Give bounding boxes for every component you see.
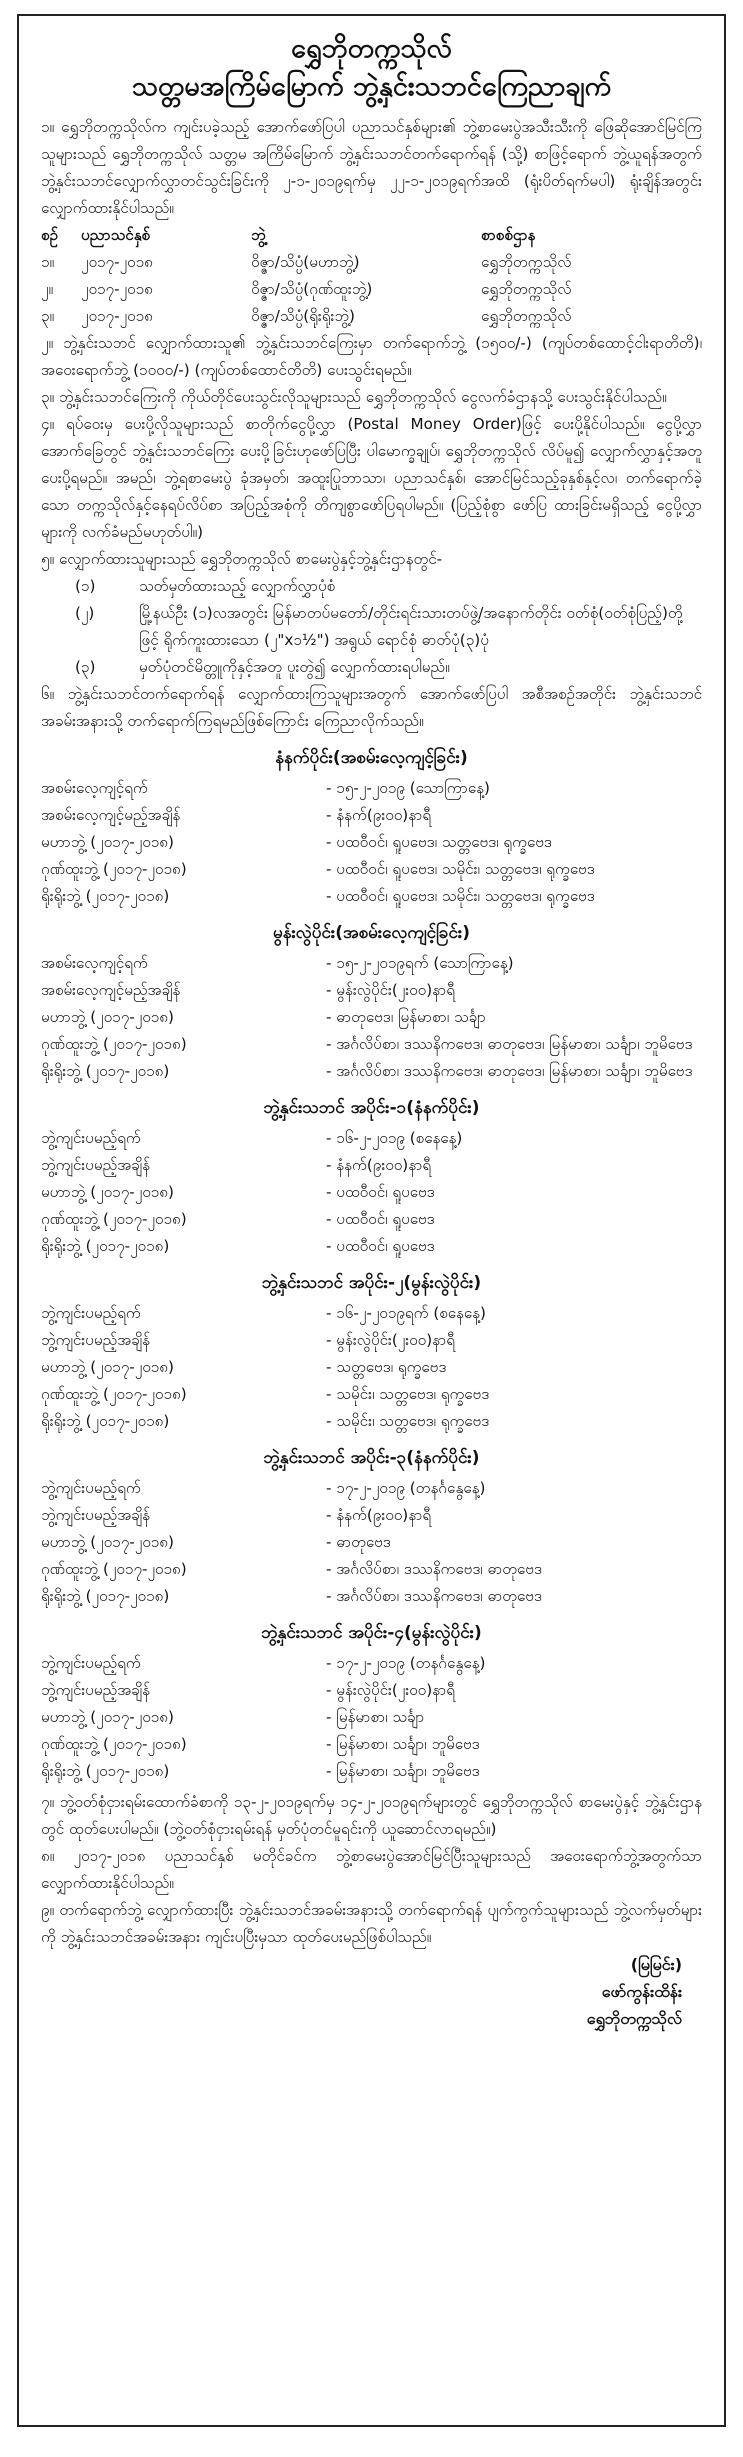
schedule-value: - ဓာတုဗေဒ၊ မြန်မာစာ၊ သင်္ချာ [326,1008,486,1026]
schedule-value: - သမိုင်း၊ သတ္တဗေဒ၊ ရုက္ခဗေဒ [326,1412,490,1430]
schedule-value: - ပထဝီဝင်၊ ရူပဗေဒ၊ သတ္တဗေဒ၊ ရုက္ခဗေဒ [326,833,552,851]
cell-year: ၂၀၁၇-၂၀၁၈ [81,280,153,298]
schedule-value: - နံနက်(၉း၀၀)နာရီ [326,1156,432,1174]
schedule-label: အစမ်းလေ့ကျင့်မည့်အချိန် [41,806,181,824]
schedule-row [41,950,702,977]
cell-no: ၂။ [41,280,54,298]
section-heading: ဘွဲ့နှင်းသဘင် အပိုင်း-၃(နံနက်ပိုင်း) [263,1448,480,1468]
schedule-value: - အင်္ဂလိပ်စာ၊ ဒဿနိကဗေဒ၊ ဓာတုဗေဒ [326,1560,542,1578]
schedule-label: ဘွဲ့ကျင်းပမည့်ရက် [41,1304,141,1322]
schedule-value: - ၁၆-၂-၂၀၁၉ (စနေနေ့) [326,1129,463,1147]
schedule-sections [41,741,702,1785]
schedule-paragraph: ၆။ ဘွဲ့နှင်းသဘင်တက်ရောက်ရန် လျှောက်ထားကြသူများအတွက် အောက်ဖော်ပြပါ အစီအစဉ်အတိုင်း ဘွဲ့နှင်းသဘင်အခမ်းအနားသို့ တက်ရောက်ကြရမည်ဖြစ်ကြောင်း ကြေညာလိုက်သည်။ [41,685,702,730]
signatory-name: (မြမြင်း) [630,1955,682,1974]
cell-degree: ဝိဇ္ဇာ/သိပ္ပံ(မဟာဘွဲ့) [251,253,360,271]
schedule-row [41,829,702,856]
schedule-label: ဘွဲ့ကျင်းပမည့်အချိန် [41,1681,150,1699]
schedule-row [41,1233,702,1260]
document-item [41,573,702,600]
section-heading: ဘွဲ့နှင်းသဘင် အပိုင်း-၁(နံနက်ပိုင်း) [263,1098,480,1118]
document-item-text: သတ်မှတ်ထားသည့် လျှောက်လွှာပုံစံ [139,577,336,595]
schedule-label: အစမ်းလေ့ကျင့်ရက် [41,779,148,797]
schedule-label: ဘွဲ့ကျင်းပမည့်ရက် [41,1479,141,1497]
university-title: ရွှေဘိုတက္ကသိုလ် [291,33,452,64]
schedule-row [41,1125,702,1152]
schedule-label: ဂုဏ်ထူးဘွဲ့ (၂၀၁၇-၂၀၁၈) [41,1385,187,1403]
header-exam-center: စာစစ်ဌာန [481,226,536,244]
schedule-row [41,1650,702,1677]
schedule-value: - မြန်မာစာ၊ သင်္ချာ၊ ဘူမိဗေဒ [326,1762,480,1780]
signatory-title: ဖော်ကွန်းထိန်း [601,1982,682,2001]
schedule-row [41,1758,702,1785]
schedule-row [41,1529,702,1556]
schedule-label: ရိုးရိုးဘွဲ့ (၂၀၁၇-၂၀၁၈) [41,1062,170,1080]
schedule-label: အစမ်းလေ့ကျင့်မည့်အချိန် [41,981,181,999]
degree-table [41,222,702,330]
schedule-value: - နံနက်(၉း၀၀)နာရီ [326,806,432,824]
schedule-label: ဘွဲ့ကျင်းပမည့်ရက် [41,1654,141,1672]
schedule-label: မဟာဘွဲ့ (၂၀၁၇-၂၀၁၈) [41,1008,174,1026]
schedule-label: ဘွဲ့ကျင်းပမည့်အချိန် [41,1506,150,1524]
cell-year: ၂၀၁၇-၂၀၁၈ [81,253,153,271]
section-heading: ဘွဲ့နှင်းသဘင် အပိုင်း-၄(မွန်းလွဲပိုင်း) [261,1623,482,1643]
section-heading: နံနက်ပိုင်း(အစမ်းလေ့ကျင့်ခြင်း) [275,748,468,768]
schedule-row [41,1502,702,1529]
schedule-value: - ၁၇-၂-၂၀၁၉ (တနင်္ဂနွေနေ့) [326,1654,486,1672]
schedule-row [41,1300,702,1327]
schedule-value: - ပထဝီဝင်၊ ရူပဗေဒ [326,1183,435,1201]
document-item-number: (၃) [75,658,96,676]
announcement-page [17,14,726,2427]
schedule-row [41,1354,702,1381]
schedule-value: - ၁၅-၂-၂၀၁၉ (သောကြာနေ့) [326,779,490,797]
schedule-label: ဂုဏ်ထူးဘွဲ့ (၂၀၁၇-၂၀၁၈) [41,1735,187,1753]
schedule-label: ဘွဲ့ကျင်းပမည့်အချိန် [41,1331,150,1349]
schedule-row [41,802,702,829]
schedule-label: မဟာဘွဲ့ (၂၀၁၇-၂၀၁၈) [41,1708,174,1726]
schedule-label: ရိုးရိုးဘွဲ့ (၂၀၁၇-၂၀၁၈) [41,1587,170,1605]
documents-paragraph: ၅။ လျှောက်ထားသူများသည် ရွှေဘိုတက္ကသိုလ် စာမေးပွဲနှင့်ဘွဲ့နှင်းဌာနတွင်- [41,550,443,568]
table-row [41,249,702,276]
gown-paragraph: ၇။ ဘွဲ့ဝတ်စုံငှားရမ်းထောက်ခံစာကို ၁၃-၂-၂၀၁၉ရက်မှ ၁၄-၂-၂၀၁၉ရက်များတွင် ရွှေဘိုတက္ကသိုလ် စာမေးပွဲနှင့် ဘွဲ့နှင်းဌာနတွင် ထုတ်ပေးပါမည်။ (ဘွဲ့ဝတ်စုံငှားရမ်းရန် မှတ်ပုံတင်မူရင်းကို ယူဆောင်လာရမည်။) [41,1793,702,1838]
header-degree: ဘွဲ့ [251,226,266,244]
schedule-row [41,1206,702,1233]
cell-exam-center: ရွှေဘိုတက္ကသိုလ် [481,307,572,325]
document-item-text: မှတ်ပုံတင်မိတ္တူကိုနှင့်အတူ ပူးတွဲ၍ လျှောက်ထားရပါမည်။ [139,658,450,676]
schedule-row [41,1327,702,1354]
schedule-row [41,1004,702,1031]
schedule-value: - နံနက်(၉း၀၀)နာရီ [326,1506,432,1524]
cell-exam-center: ရွှေဘိုတက္ကသိုလ် [481,253,572,271]
schedule-value: - မွန်းလွဲပိုင်း(၂း၀၀)နာရီ [326,981,455,999]
header-year: ပညာသင်နှစ် [81,226,151,244]
document-item [41,654,702,681]
absentia-paragraph: ၈။ ၂၀၁၇-၂၀၁၈ ပညာသင်နှစ် မတိုင်ခင်က ဘွဲ့စာမေးပွဲအောင်မြင်ပြီးသူများသည် အဝေးရောက်ဘွဲ့အတွက်သာ လျှောက်ထားနိုင်ပါသည်။ [41,1847,702,1892]
schedule-row [41,1556,702,1583]
schedule-value: - ၁၆-၂-၂၀၁၉ရက် (စနေနေ့) [326,1304,486,1322]
schedule-value: - ပထဝီဝင်၊ ရူပဗေဒ [326,1237,435,1255]
schedule-value: - ပထဝီဝင်၊ ရူပဗေဒ၊ သမိုင်း၊ သတ္တဗေဒ၊ ရုက္ခဗေဒ [326,860,595,878]
schedule-row [41,1152,702,1179]
schedule-value: - ၁၅-၂-၂၀၁၉ရက် (သောကြာနေ့) [326,954,514,972]
schedule-row [41,1179,702,1206]
postal-order-paragraph: ၄။ ရပ်ဝေးမှ ပေးပို့လိုသူများသည် စာတိုက်ငွေပို့လွှာ (Postal Money Order)ဖြင့် ပေးပို့နိုင်ပါသည်။ ငွေပို့လွှာ အောက်ခြေတွင် ဘွဲ့နှင်းသဘင်ကြေး ပေးပို့ခြင်းဟုဖော်ပြပြီး ပါမောက္ခချုပ်၊ ရွှေဘိုတက္ကသိုလ် လိပ်မူ၍ လျှောက်လွှာနှင့်အတူ ပေးပို့ရမည်။ အမည်၊ ဘွဲ့ရစာမေးပွဲ ခုံအမှတ်၊ အထူးပြုဘာသာ၊ ပညာသင်နှစ်၊ အောင်မြင်သည့်ခုနှစ်နှင့်လ၊ တက်ရောက်ခဲ့သော တက္ကသိုလ်နှင့်နေရပ်လိပ်စာ အပြည့်အစုံကို တိကျစွာဖော်ပြရပါမည်။ (ပြည့်စုံစွာ ဖော်ပြ ထားခြင်းမရှိသည့် ငွေပို့လွှာများကို လက်ခံမည်မဟုတ်ပါ။) [41,415,702,541]
schedule-row [41,1408,702,1435]
schedule-value: - သတ္တဗေဒ၊ ရုက္ခဗေဒ [326,1358,447,1376]
intro-paragraph: ၁။ ရွှေဘိုတက္ကသိုလ်က ကျင်းပခဲ့သည့် အောက်ဖော်ပြပါ ပညာသင်နှစ်များ၏ ဘွဲ့စာမေးပွဲအသီးသီးကို ဖြေဆိုအောင်မြင်ကြသူများသည် ရွှေဘိုတက္ကသိုလ် သတ္တမ အကြိမ်မြောက် ဘွဲ့နှင်းသဘင်တက်ရောက်ရန် (သို့) စာဖြင့်ရောက် ဘွဲ့ယူရန်အတွက် ဘွဲ့နှင်းသဘင်လျှောက်လွှာတင်သွင်းခြင်းကို ၂-၁-၂၀၁၉ရက်မှ ၂၂-၁-၂၀၁၉ရက်အထိ (ရုံးပိတ်ရက်မပါ) ရုံးချိန်အတွင်း လျှောက်ထားနိုင်ပါသည်။ [41,118,702,217]
fee-paragraph: ၂။ ဘွဲ့နှင်းသဘင် လျှောက်ထားသူ၏ ဘွဲ့နှင်းသဘင်ကြေးမှာ တက်ရောက်ဘွဲ့ (၁၅၀၀/-) (ကျပ်တစ်ထောင့်ငါးရာတိတိ)၊ အဝေးရောက်ဘွဲ့ (၁၀၀၀/-) (ကျပ်တစ်ထောင်တိတိ) ပေးသွင်းရမည်။ [41,334,702,379]
schedule-value: - ပထဝီဝင်၊ ရူပဗေဒ [326,1210,435,1228]
announcement-title: သတ္တမအကြိမ်မြောက် ဘွဲ့နှင်းသဘင်ကြေညာချက် [131,71,612,102]
schedule-row [41,1381,702,1408]
cell-year: ၂၀၁၇-၂၀၁၈ [81,307,153,325]
schedule-label: ရိုးရိုးဘွဲ့ (၂၀၁၇-၂၀၁၈) [41,1762,170,1780]
cell-degree: ဝိဇ္ဇာ/သိပ္ပံ(ဂုဏ်ထူးဘွဲ့) [251,280,373,298]
schedule-label: ဘွဲ့ကျင်းပမည့်ရက် [41,1129,141,1147]
schedule-value: - သမိုင်း၊ သတ္တဗေဒ၊ ရုက္ခဗေဒ [326,1385,490,1403]
cell-no: ၃။ [41,307,55,325]
document-item [41,600,702,654]
schedule-value: - အင်္ဂလိပ်စာ၊ ဒဿနိကဗေဒ၊ ဓာတုဗေဒ၊ မြန်မာစာ၊ သင်္ချာ၊ ဘူမိဗေဒ [326,1062,693,1080]
table-row [41,276,702,303]
section-heading: မွန်းလွဲပိုင်း(အစမ်းလေ့ကျင့်ခြင်း) [272,923,471,943]
schedule-row [41,1031,702,1058]
schedule-label: ရိုးရိုးဘွဲ့ (၂၀၁၇-၂၀၁၈) [41,1237,170,1255]
schedule-label: အစမ်းလေ့ကျင့်ရက် [41,954,148,972]
schedule-label: မဟာဘွဲ့ (၂၀၁၇-၂၀၁၈) [41,1533,174,1551]
schedule-value: - မြန်မာစာ၊ သင်္ချာ၊ ဘူမိဗေဒ [326,1735,480,1753]
document-item-number: (၁) [75,577,96,595]
schedule-label: ဂုဏ်ထူးဘွဲ့ (၂၀၁၇-၂၀၁၈) [41,1035,187,1053]
schedule-row [41,1731,702,1758]
schedule-row [41,1677,702,1704]
schedule-value: - မွန်းလွဲပိုင်း(၂း၀၀)နာရီ [326,1681,455,1699]
schedule-row [41,1058,702,1085]
schedule-row [41,1583,702,1610]
schedule-label: ဂုဏ်ထူးဘွဲ့ (၂၀၁၇-၂၀၁၈) [41,1560,187,1578]
cell-no: ၁။ [41,253,55,271]
schedule-row [41,856,702,883]
schedule-value: - ပထဝီဝင်၊ ရူပဗေဒ၊ သမိုင်း၊ သတ္တဗေဒ၊ ရုက္ခဗေဒ [326,887,595,905]
schedule-label: ဂုဏ်ထူးဘွဲ့ (၂၀၁၇-၂၀၁၈) [41,1210,187,1228]
schedule-label: မဟာဘွဲ့ (၂၀၁၇-၂၀၁၈) [41,833,174,851]
payment-paragraph: ၃။ ဘွဲ့နှင်းသဘင်ကြေးကို ကိုယ်တိုင်ပေးသွင်းလိုသူများသည် ရွှေဘိုတက္ကသိုလ် ငွေလက်ခံဌာနသို့ ပေးသွင်းနိုင်ပါသည်။ [41,388,667,406]
schedule-value: - ၁၇-၂-၂၀၁၉ (တနင်္ဂနွေနေ့) [326,1479,486,1497]
schedule-label: ဘွဲ့ကျင်းပမည့်အချိန် [41,1156,150,1174]
document-item-text: မြို့နယ်ဦး (၁)လအတွင်း မြန်မာတပ်မတော်/တိုင်းရင်းသားတပ်ဖွဲ့/အနောက်တိုင်း ဝတ်စုံ(ဝတ်စုံပြည့်)တို့ဖြင့် ရိုက်ကူးထားသော (၂"x၁½") အရွယ် ရောင်စုံ ဓာတ်ပုံ(၃)ပုံ [139,604,683,649]
schedule-label: ဂုဏ်ထူးဘွဲ့ (၂၀၁၇-၂၀၁၈) [41,860,187,878]
schedule-label: ရိုးရိုးဘွဲ့ (၂၀၁၇-၂၀၁၈) [41,1412,170,1430]
table-header [41,222,702,249]
schedule-label: မဟာဘွဲ့ (၂၀၁၇-၂၀၁၈) [41,1358,174,1376]
section-heading: ဘွဲ့နှင်းသဘင် အပိုင်း-၂(မွန်းလွဲပိုင်း) [261,1273,482,1293]
schedule-value: - အင်္ဂလိပ်စာ၊ ဒဿနိကဗေဒ၊ ဓာတုဗေဒ [326,1587,542,1605]
signatory-institution: ရွှေဘိုတက္ကသိုလ် [586,2009,682,2028]
cell-exam-center: ရွှေဘိုတက္ကသိုလ် [481,280,572,298]
schedule-label: ရိုးရိုးဘွဲ့ (၂၀၁၇-၂၀၁၈) [41,887,170,905]
schedule-value: - မြန်မာစာ၊ သင်္ချာ [326,1708,425,1726]
header-no: စဉ် [41,226,58,244]
certificate-paragraph: ၉။ တက်ရောက်ဘွဲ့ လျှောက်ထားပြီး ဘွဲ့နှင်းသဘင်အခမ်းအနားသို့ တက်ရောက်ရန် ပျက်ကွက်သူများသည် ဘွဲ့လက်မှတ်များကို ဘွဲ့နှင်းသဘင်အခမ်းအနား ကျင်းပပြီးမှသာ ထုတ်ပေးမည်ဖြစ်ပါသည်။ [41,1901,702,1946]
table-row [41,303,702,330]
schedule-row [41,883,702,910]
schedule-value: - အင်္ဂလိပ်စာ၊ ဒဿနိကဗေဒ၊ ဓာတုဗေဒ၊ မြန်မာစာ၊ သင်္ချာ၊ ဘူမိဗေဒ [326,1035,693,1053]
schedule-row [41,775,702,802]
schedule-row [41,977,702,1004]
document-item-number: (၂) [75,604,95,622]
schedule-row [41,1475,702,1502]
cell-degree: ဝိဇ္ဇာ/သိပ္ပံ(ရိုးရိုးဘွဲ့) [251,307,355,325]
schedule-label: မဟာဘွဲ့ (၂၀၁၇-၂၀၁၈) [41,1183,174,1201]
schedule-row [41,1704,702,1731]
schedule-value: - မွန်းလွဲပိုင်း(၂း၀၀)နာရီ [326,1331,455,1349]
schedule-value: - ဓာတုဗေဒ [326,1533,391,1551]
